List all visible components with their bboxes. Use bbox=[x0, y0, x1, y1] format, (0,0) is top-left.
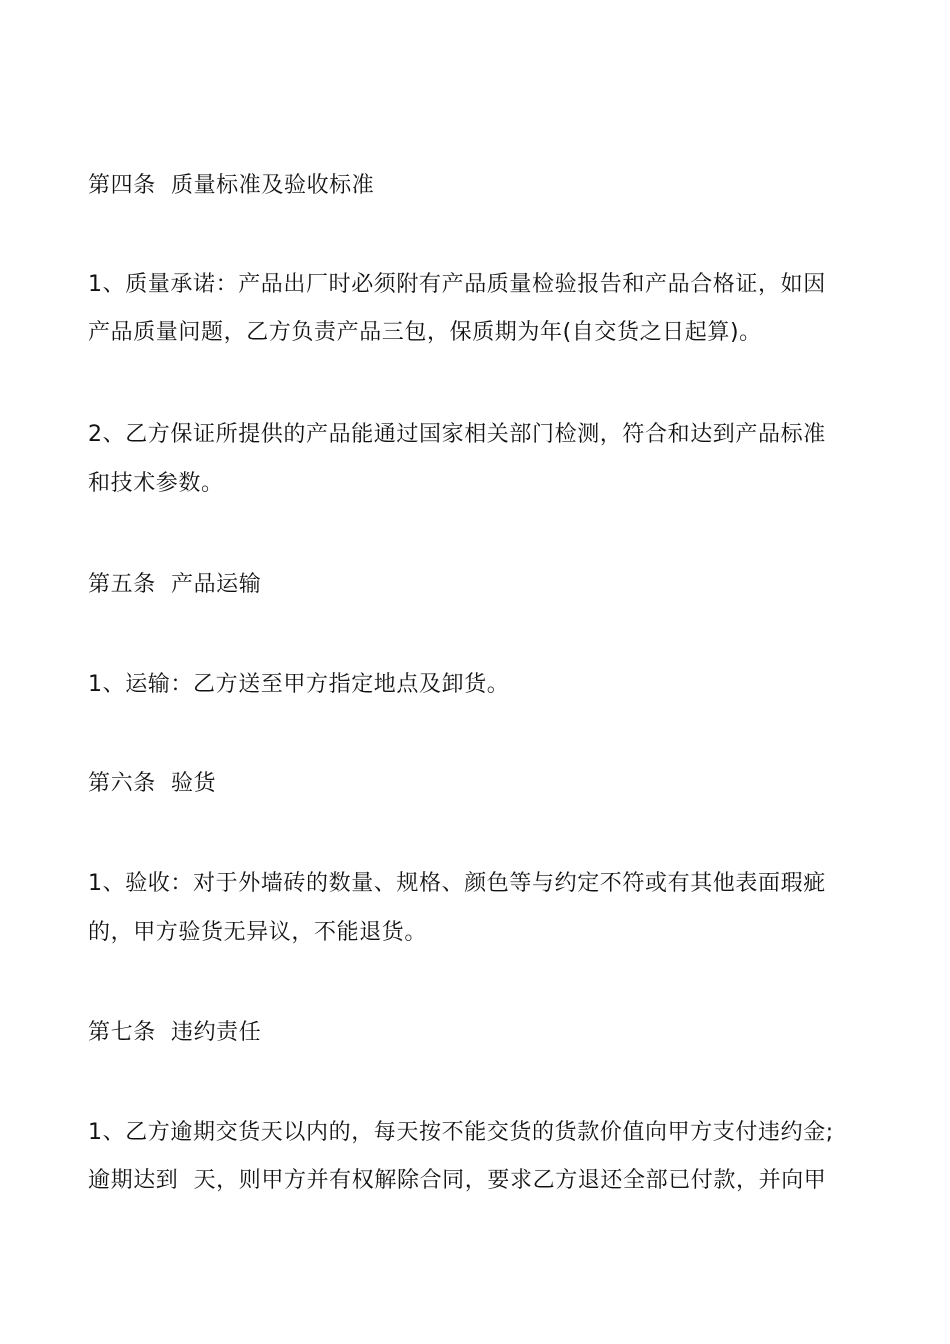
article-7-item-1-line-1: 1、乙方逾期交货天以内的，每天按不能交货的货款价值向甲方支付违约金; bbox=[88, 1120, 834, 1145]
article-6-item-1-line-1: 1、验收：对于外墙砖的数量、规格、颜色等与约定不符或有其他表面瑕疵 bbox=[88, 871, 826, 896]
article-4-item-1-line-1: 1、质量承诺：产品出厂时必须附有产品质量检验报告和产品合格证，如因 bbox=[88, 272, 826, 297]
article-7-item-1-line-2: 逾期达到 天，则甲方并有权解除合同，要求乙方退还全部已付款，并向甲 bbox=[88, 1168, 827, 1193]
article-6-heading: 第六条 验货 bbox=[88, 771, 217, 796]
article-4-heading: 第四条 质量标准及验收标准 bbox=[88, 173, 375, 198]
article-5-item-1: 1、运输：乙方送至甲方指定地点及卸货。 bbox=[88, 672, 510, 697]
article-4-item-2-line-1: 2、乙方保证所提供的产品能通过国家相关部门检测，符合和达到产品标准 bbox=[88, 422, 826, 447]
article-4-item-1-line-2: 产品质量问题，乙方负责产品三包，保质期为年(自交货之日起算)。 bbox=[88, 320, 762, 345]
article-7-heading: 第七条 违约责任 bbox=[88, 1020, 262, 1045]
article-4-item-2-line-2: 和技术参数。 bbox=[88, 471, 224, 496]
article-5-heading: 第五条 产品运输 bbox=[88, 572, 262, 597]
article-6-item-1-line-2: 的，甲方验货无异议，不能退货。 bbox=[88, 920, 428, 945]
